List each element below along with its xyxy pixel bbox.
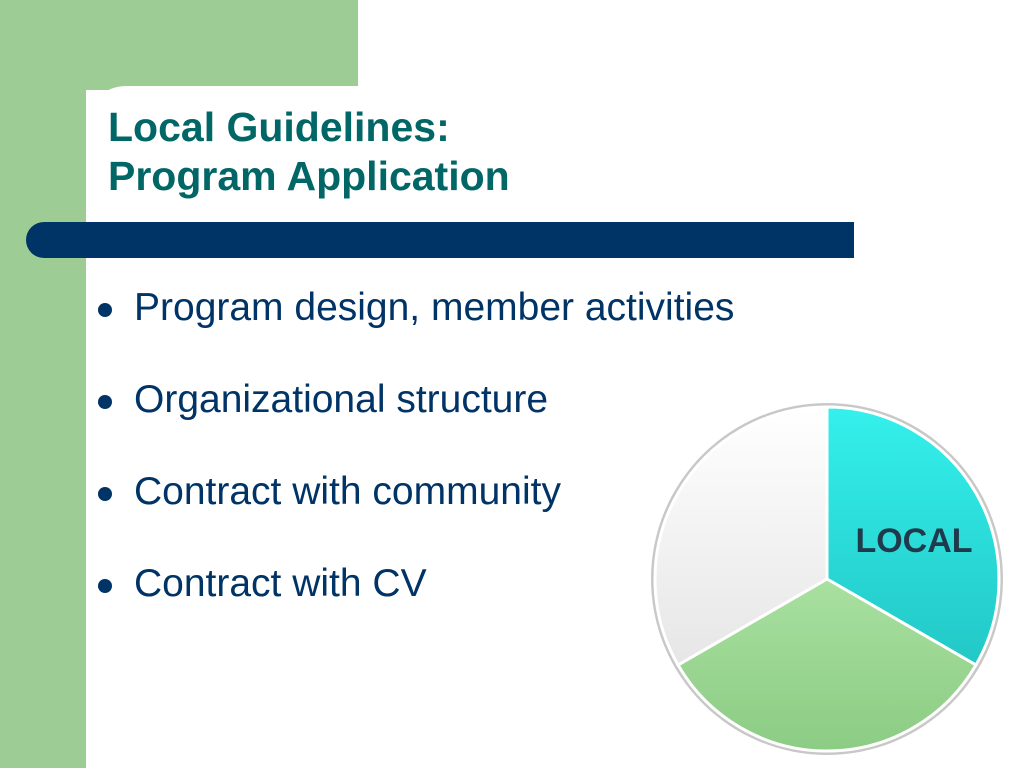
- cycle-pie-graphic: [648, 400, 1006, 758]
- bullet-dot-icon: [98, 579, 112, 593]
- pie-segment-label: LOCAL: [855, 522, 973, 560]
- title-divider-bar: [26, 222, 854, 258]
- bullet-dot-icon: [98, 395, 112, 409]
- bullet-dot-icon: [98, 487, 112, 501]
- bullet-list: [98, 282, 734, 650]
- bullet-text: Contract with CV: [134, 562, 427, 605]
- bullet-item: [98, 282, 734, 374]
- bullet-text: Organizational structure: [134, 378, 549, 421]
- bullet-item: [98, 466, 734, 558]
- bullet-text: Contract with community: [134, 470, 561, 513]
- bullet-item: [98, 374, 734, 466]
- bullet-dot-icon: [98, 303, 112, 317]
- title-line-1: Local Guidelines:: [108, 104, 450, 150]
- top-green-band: [86, 0, 358, 90]
- title-line-2: Program Application: [108, 153, 510, 199]
- bullet-item: [98, 558, 734, 650]
- bullet-text: Program design, member activities: [134, 286, 735, 329]
- slide-title: [108, 103, 510, 201]
- left-green-band: [0, 0, 86, 768]
